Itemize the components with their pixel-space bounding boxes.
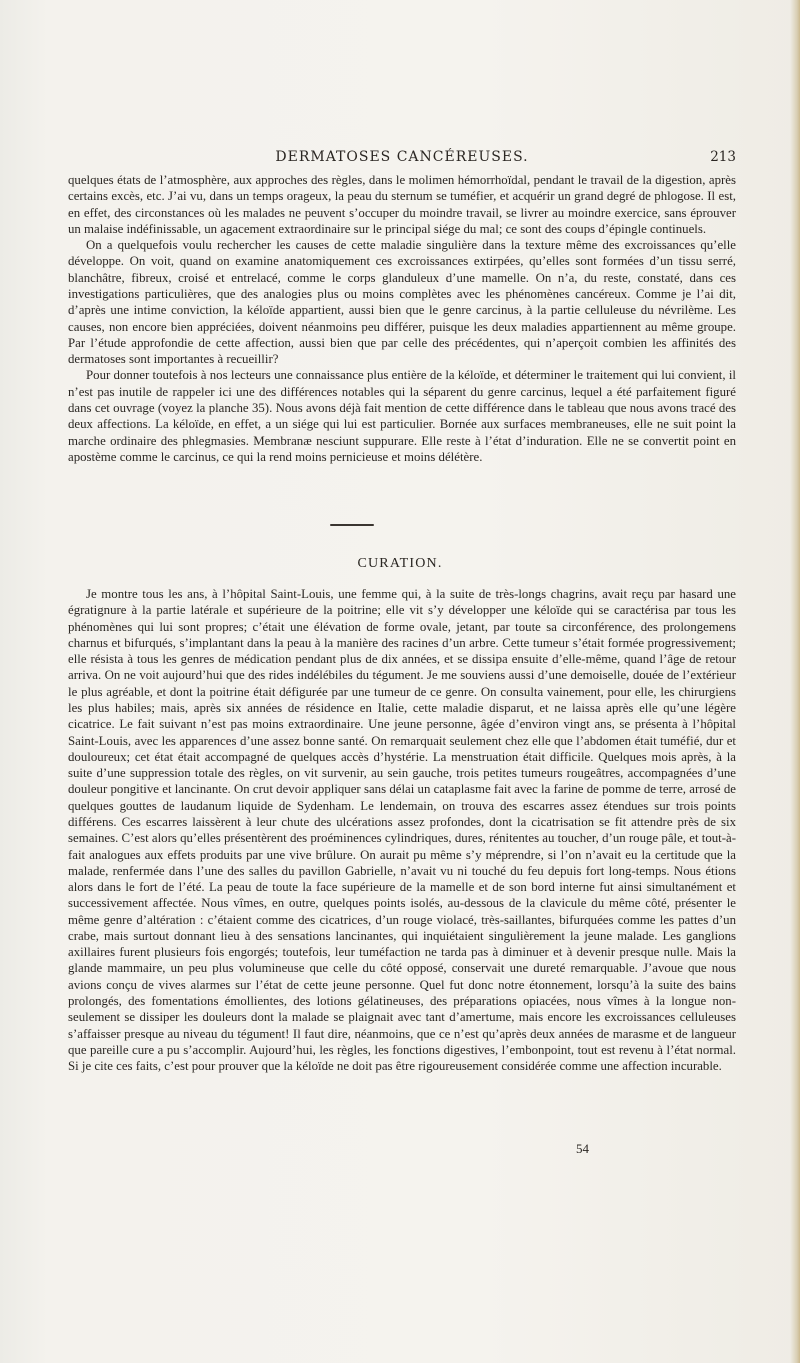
paragraph: Je montre tous les ans, à l’hôpital Saint-Louis, une femme qui, à la suite de très-longs chagrins, avait reçu par hasard une égratignure à la partie latérale et supérieure de la poitrine; elle vit s’y développer une kéloïde qui se caractérisa par tous les phénomènes qui lui sont propres; c’était une élévation de forme ovale, jetant, par toute sa circonférence, des prolongemens charnus et bifurqués, s’implantant dans la peau à la manière des racines d’un arbre. Cette tumeur s’était formée progressivement; elle résista à tous les genres de médication pendant plus de dix années, et se dissipa ensuite d’elle-même, quand l’âge de retour arriva. On ne voit aujourd’hui que des rides indélébiles du tégument. Je me souviens aussi d’une demoiselle, douée de l’extérieur le plus agréable, et dont la poitrine était défigurée par une tumeur de ce genre. On consulta vainement, pour elle, les chirurgiens les plus habiles; mais, après six années de résidence en Italie, cette maladie disparut, et ne laissa après elle qu’une légère cicatrice. Le fait suivant n’est pas moins extraordinaire. Une jeune personne, âgée d’environ vingt ans, se présenta à l’hôpital Saint-Louis, avec les apparences d’une assez bonne santé. On remarquait seulement chez elle que l’abdomen était tuméfié, dur et douloureux; cet état était accompagné de quelques accès d’hystérie. La menstruation était difficile. Quelques mois après, à la suite d’une suppression totale des règles, on vit survenir, au sein gauche, trois petites tumeurs rougeâtres, accompagnées d’une douleur pongitive et lancinante. On crut devoir appliquer sans délai un cataplasme fait avec la farine de pomme de terre, arrosé de quelques gouttes de laudanum liquide de Sydenham. Le lendemain, on trouva des escarres assez étendues sur trois points différens. Ces escarres laissèrent à leur chute des ulcérations assez profondes, dont la cicatrisation se fit attendre près de six semaines. C’est alors qu’elles présentèrent des proéminences cylindriques, dures, rénitentes au toucher, d’un rouge pâle, et tout-à-fait analogues aux effets produits par une vive brûlure. On aurait pu même s’y méprendre, si l’on n’avait eu la certitude que la malade, renfermée dans l’une des salles du pavillon Gabrielle, n’avait vu ni touché du feu depuis fort long-temps. Nous étions alors dans le fort de l’été. La peau de toute la face supérieure de la mamelle et de son bord interne fut ainsi simultanément et successivement affectée. Nous vîmes, en outre, quelques points isolés, au-dessous de la clavicule du même côté, présenter le même genre d’altération : c’étaient comme des cicatrices, d’un rouge violacé, très-saillantes, bifurquées comme les pattes d’un crabe, mais surtout donnant lieu à des sensations lancinantes, qui inquiétaient singulièrement la jeune malade. Les ganglions axillaires furent plusieurs fois engorgés; toutefois, leur tuméfaction ne tarda pas à diminuer et à devenir presque nulle. Mais la glande mammaire, un peu plus volumineuse que celle du côté opposé, conservait une dureté remarquable. J’avoue que nous avions conçu de vives alarmes sur l’état de cette jeune personne. Quel fut donc notre étonnement, lorsqu’à la suite des bains prolongés, des fomentations émollientes, des lotions gélatineuses, des préparations opiacées, nous vîmes à la longue non-seulement se dissiper les douleurs dont la malade se plaignait avec tant d’amertume, mais encore les excroissances celluleuses s’affaisser presque au niveau du tégument! Il faut dire, néanmoins, que ce n’est qu’après deux années de marasme et de langueur que pareille cure a pu s’accomplir. Aujourd’hui, les règles, les fonctions digestives, l’embonpoint, tout est revenu à l’état normal. Si je cite ces faits, c’est pour prouver que la kéloïde ne doit pas être rigoureusement considérée comme une affection incurable. (68, 587, 736, 1074)
paragraph: Pour donner toutefois à nos lecteurs une connaissance plus entière de la kéloïde, et déterminer le traitement qui lui convient, il n’est pas inutile de rappeler ici une des différences notables qui la séparent du genre carcinus, lequel a été parfaitement figuré dans cet ouvrage (voyez la planche 35). Nous avons déjà fait mention de cette différence dans le tableau que nous avons tracé des deux affections. La kéloïde, en effet, a un siége qui lui est particulier. Bornée aux surfaces membraneuses, elle ne suit point la marche ordinaire des phlegmasies. Membranæ nesciunt suppurare. Elle reste à l’état d’induration. Elle ne se convertit point en apostème comme le carcinus, ce qui la rend moins pernicieuse et moins délétère. (68, 368, 736, 464)
signature-mark: 54 (576, 1141, 589, 1156)
section-body (68, 172, 736, 465)
paragraph: On a quelquefois voulu rechercher les causes de cette maladie singulière dans la texture même des excroissances qu’elle développe. On voit, quand on examine anatomiquement ces excroissances extirpées, qu’elles sont formées d’un tissu serré, blanchâtre, fibreux, croisé et entrelacé, comme le corps glanduleux d’une mamelle. On n’a, du reste, constaté, dans ces investigations particulières, que des analogies plus ou moins complètes avec les phénomènes cancéreux. Comme je l’ai dit, d’après une intime conviction, la kéloïde appartient, aussi bien que le genre carcinus, à la partie celluleuse du névrilème. Les causes, non encore bien appréciées, doivent néanmoins peu différer, puisque les deux maladies appartiennent au même groupe. Par l’étude approfondie de cette affection, aussi bien que par celle des précédentes, qui n’aperçoit combien les affinités des dermatoses sont importantes à recueillir? (68, 238, 736, 367)
section-heading: CURATION. (357, 556, 443, 571)
page-edge (790, 0, 800, 1363)
running-title: DERMATOSES CANCÉREUSES. (275, 149, 529, 165)
page-header (68, 149, 736, 167)
paragraph: quelques états de l’atmosphère, aux approches des règles, dans le molimen hémorrhoïdal, pendant le travail de la digestion, après certains excès, etc. J’ai vu, dans un temps orageux, la peau du sternum se tuméfier, et acquérir un grand degré de phlogose. Il est, en effet, des circonstances où les malades ne peuvent s’occuper du moindre travail, se livrer au moindre exercice, sans éprouver un malaise indéfinissable, un agacement extraordinaire sur le principal siége du mal; ce sont des coups d’épingle continuels. (68, 173, 736, 236)
section-divider (330, 524, 374, 526)
page-number: 213 (710, 149, 736, 165)
curation-body (68, 586, 736, 1074)
